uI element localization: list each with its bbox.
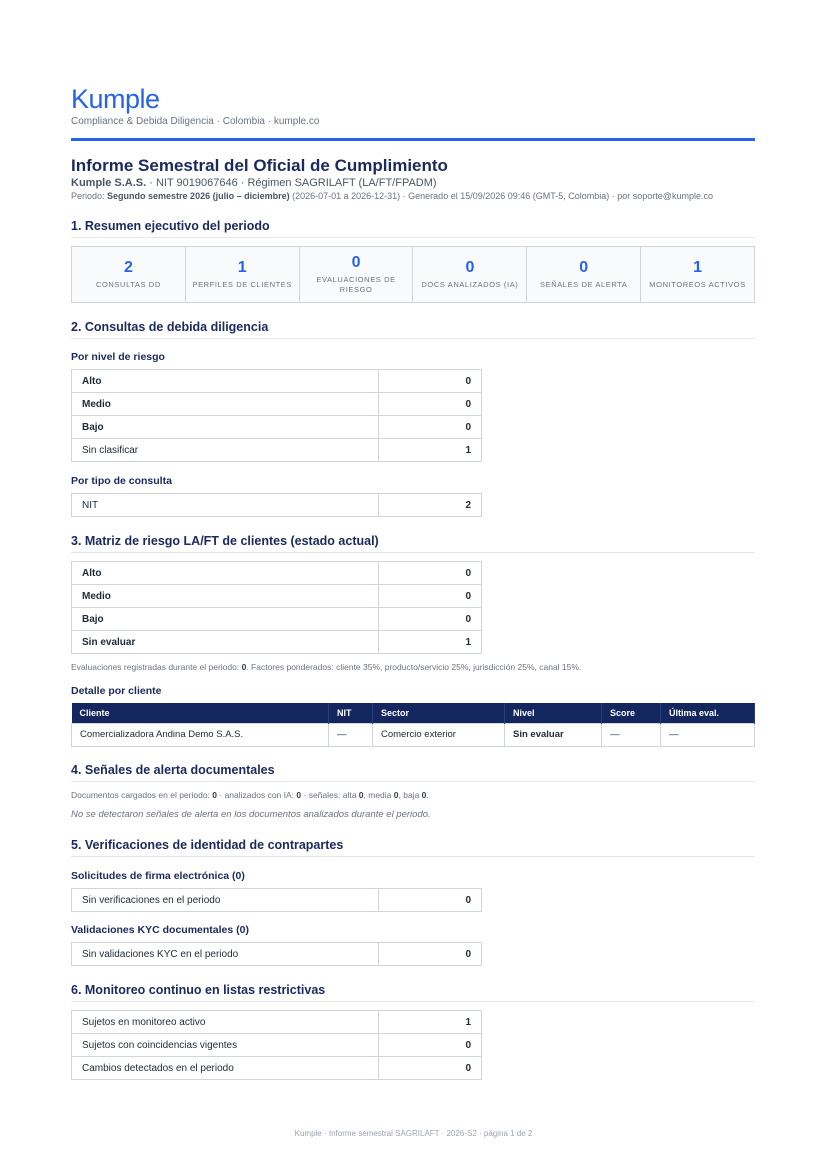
tagline: Compliance & Debida Diligencia · Colombia · kumple.co: [71, 116, 320, 127]
cell-sector: Comercio exterior: [373, 723, 505, 746]
table-row: [72, 1057, 482, 1080]
kpi-label: EVALUACIONES DE RIESGO: [316, 275, 396, 294]
kpi-label: DOCS ANALIZADOS (IA): [421, 280, 519, 289]
kyc-table: [71, 942, 482, 966]
row-value: 1: [379, 631, 482, 654]
row-value: 0: [379, 585, 482, 608]
table-row: [72, 608, 482, 631]
row-label: Alto: [72, 370, 379, 393]
row-label: Sin verificaciones en el periodo: [72, 889, 379, 912]
kpi-card: [186, 247, 300, 302]
row-value: 0: [379, 889, 482, 912]
stat-value: 0: [212, 790, 218, 800]
period-label: Periodo:: [71, 191, 108, 201]
kpi-card: [300, 247, 414, 302]
row-label: Sin evaluar: [72, 631, 379, 654]
row-value: 0: [379, 370, 482, 393]
kpi-value: 1: [237, 259, 247, 276]
section-2-heading: 2. Consultas de debida diligencia: [71, 320, 755, 339]
row-value: 1: [379, 439, 482, 462]
row-value: 1: [379, 1011, 482, 1034]
stat-text: , baja: [398, 790, 422, 800]
table-row: [72, 889, 482, 912]
section-1-heading: 1. Resumen ejecutivo del periodo: [71, 219, 755, 238]
report-title: Informe Semestral del Oficial de Cumplimiento: [71, 156, 448, 175]
esign-title: Solicitudes de firma electrónica (0): [71, 870, 245, 882]
kpi-label: SEÑALES DE ALERTA: [539, 280, 628, 289]
risk-matrix-table: [71, 561, 482, 654]
kpi-card: [641, 247, 754, 302]
row-value: 0: [379, 1034, 482, 1057]
table-row: [72, 631, 482, 654]
period-name: Segundo semestre 2026 (julio – diciembre): [107, 191, 290, 201]
row-label: Cambios detectados en el periodo: [72, 1057, 379, 1080]
column-header: Nivel: [505, 703, 602, 723]
stat-value: 0: [358, 790, 364, 800]
company-name: Kumple S.A.S.: [71, 177, 147, 189]
stat-value: 0: [393, 790, 399, 800]
row-value: 0: [379, 562, 482, 585]
kyc-title: Validaciones KYC documentales (0): [71, 924, 249, 936]
stat-text: .: [426, 790, 429, 800]
kpi-value: 0: [465, 259, 475, 276]
evaluations-note: [71, 662, 581, 672]
company-line: [71, 177, 437, 189]
column-header: NIT: [329, 703, 373, 723]
kumple-logo: [71, 84, 160, 115]
note-suffix: . Factores ponderados: cliente 35%, producto/servicio 25%, jurisdicción 25%, canal 15%.: [246, 662, 582, 672]
row-value: 0: [379, 416, 482, 439]
table-header-row: [72, 703, 755, 723]
row-label: Sujetos en monitoreo activo: [72, 1011, 379, 1034]
stat-text: Documentos cargados en el periodo:: [71, 790, 213, 800]
table-row: [72, 1011, 482, 1034]
kpi-value: 1: [693, 259, 702, 276]
row-value: 0: [379, 608, 482, 631]
row-label: Sin validaciones KYC en el periodo: [72, 943, 379, 966]
table-row: [72, 1034, 482, 1057]
stat-text: · señales: alta: [301, 790, 359, 800]
stat-value: 0: [421, 790, 427, 800]
table-row: [72, 416, 482, 439]
kpi-label: MONITOREOS ACTIVOS: [649, 280, 746, 289]
by-type-table: [71, 493, 482, 517]
stat-text: , media: [363, 790, 394, 800]
table-row: [72, 723, 755, 746]
kpi-value: 2: [123, 259, 133, 276]
period-line: [71, 191, 713, 201]
table-row: [72, 393, 482, 416]
by-type-title: Por tipo de consulta: [71, 475, 172, 487]
row-label: Sujetos con coincidencias vigentes: [72, 1034, 379, 1057]
kpi-card: [413, 247, 527, 302]
monitoring-table: [71, 1010, 482, 1080]
header-divider: [71, 138, 755, 141]
row-value: 2: [379, 494, 482, 517]
detail-title: Detalle por cliente: [71, 685, 162, 697]
row-label: Medio: [72, 393, 379, 416]
period-details: (2026-07-01 a 2026-12-31) · Generado el 15/09/2026 09:46 (GMT-5, Colombia) · por soporte@kumple.co: [289, 191, 713, 201]
section-4-heading: 4. Señales de alerta documentales: [71, 763, 755, 782]
kpi-card: [527, 247, 641, 302]
row-value: 0: [379, 393, 482, 416]
cell-score: —: [602, 723, 661, 746]
by-risk-table: [71, 369, 482, 462]
row-label: NIT: [72, 494, 379, 517]
kpi-label: PERFILES DE CLIENTES: [192, 280, 292, 289]
note-prefix: Evaluaciones registradas durante el periodo:: [71, 662, 242, 672]
table-row: [72, 494, 482, 517]
company-details: · NIT 9019067646 · Régimen SAGRILAFT (LA/FT/FPADM): [146, 177, 437, 189]
kpi-value: 0: [351, 254, 361, 271]
page-footer: Kumple · Informe semestral SAGRILAFT · 2026-S2 · página 1 de 2: [294, 1129, 533, 1138]
table-row: [72, 370, 482, 393]
cell-last-eval: —: [661, 723, 755, 746]
column-header: Sector: [373, 703, 505, 723]
column-header: Cliente: [72, 703, 329, 723]
section-3-heading: 3. Matriz de riesgo LA/FT de clientes (estado actual): [71, 534, 755, 553]
row-label: Bajo: [72, 608, 379, 631]
documents-stats: [71, 790, 429, 800]
table-row: [72, 585, 482, 608]
kpi-card: [72, 247, 186, 302]
stat-text: · analizados con IA:: [217, 790, 297, 800]
esign-table: [71, 888, 482, 912]
row-label: Sin clasificar: [72, 439, 379, 462]
column-header: Última eval.: [661, 703, 755, 723]
note-count: 0: [241, 662, 247, 672]
cell-client: Comercializadora Andina Demo S.A.S.: [72, 723, 329, 746]
no-alerts-note: No se detectaron señales de alerta en los documentos analizados durante el periodo.: [71, 809, 431, 820]
row-label: Bajo: [72, 416, 379, 439]
table-row: [72, 562, 482, 585]
row-value: 0: [379, 943, 482, 966]
cell-level: Sin evaluar: [505, 723, 602, 746]
row-value: 0: [379, 1057, 482, 1080]
stat-value: 0: [296, 790, 302, 800]
by-risk-title: Por nivel de riesgo: [71, 351, 165, 363]
section-6-heading: 6. Monitoreo continuo en listas restrictivas: [71, 983, 755, 1002]
kpi-label: CONSULTAS DD: [95, 280, 161, 289]
row-label: Medio: [72, 585, 379, 608]
logo-text: Kumple: [71, 84, 160, 114]
row-label: Alto: [72, 562, 379, 585]
kpi-value: 0: [579, 259, 589, 276]
client-detail-table: [71, 703, 755, 747]
table-row: [72, 439, 482, 462]
table-row: [72, 943, 482, 966]
column-header: Score: [602, 703, 661, 723]
cell-nit: —: [329, 723, 373, 746]
section-5-heading: 5. Verificaciones de identidad de contrapartes: [71, 838, 755, 857]
kpi-strip: [71, 246, 755, 303]
